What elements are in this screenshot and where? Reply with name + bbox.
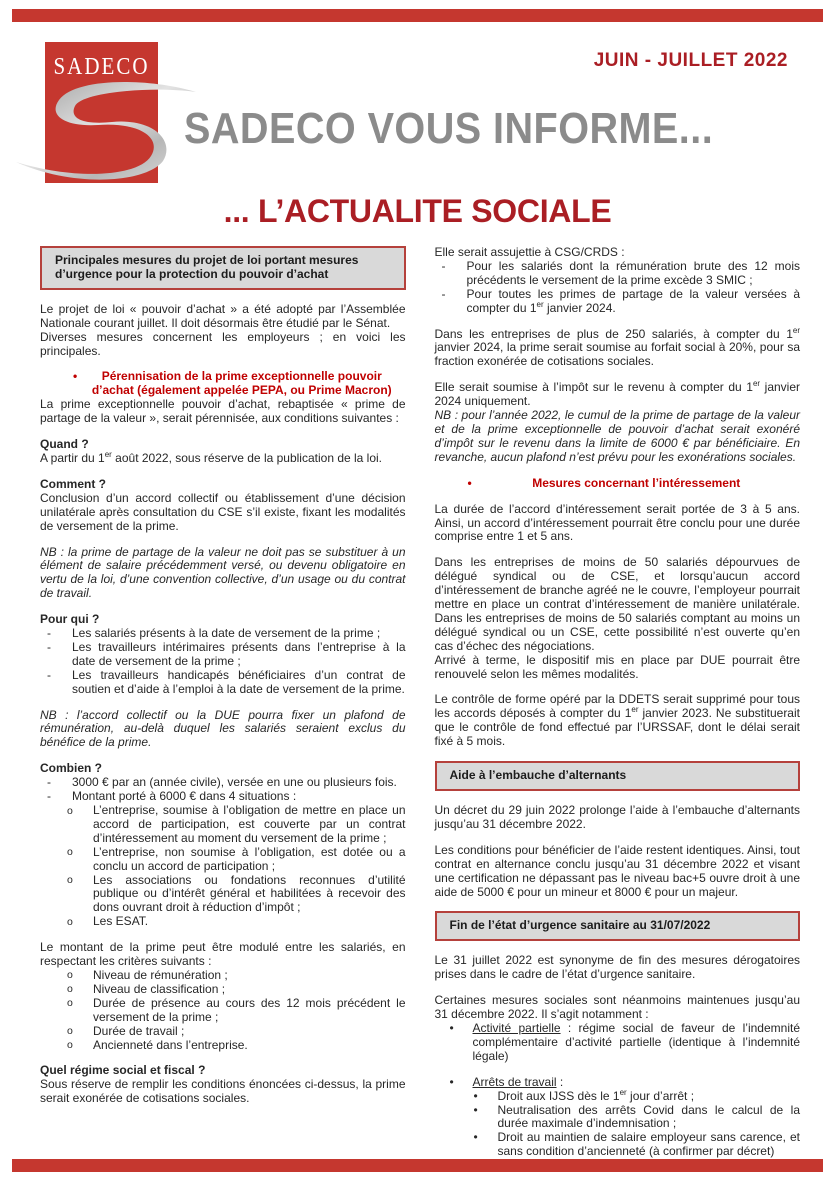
nb-note: NB : pour l’année 2022, le cumul de la prime de partage de la valeur et de la prime exceptionnelle de pouvoir d’achat serait exonéré d’impôt sur le revenu dans la limite de 6000 € par bénéficiaire. En revanche, aucun plafond n’est prévu pour les exonérations sociales. [434, 408, 800, 464]
paragraph: Elle serait soumise à l’impôt sur le revenu à compter du 1er janvier 2024 uniquement. [434, 379, 801, 409]
page-subtitle: ... L’ACTUALITE SOCIALE [223, 193, 612, 229]
paragraph: Le contrôle de forme opéré par la DDETS serait supprimé pour tous les accords déposés à compter du 1er janvier 2023. Ne substituerait que le contrôle de fond effectué par l’URSSAF, dont le délai serait fixé à 5 mois. [434, 692, 800, 749]
paragraph: Dans les entreprises de plus de 250 salariés, à compter du 1er janvier 2024, la prime serait soumise au forfait social à 20%, pour sa fraction exonérée de cotisations sociales. [434, 325, 800, 369]
list-item: o Ancienneté dans l’entreprise. [93, 1039, 406, 1053]
circle-list [40, 804, 406, 929]
question-heading: Combien ? [40, 761, 102, 776]
paragraph: A partir du 1er août 2022, sous réserve de la publication de la loi. [40, 449, 383, 465]
list-item: - Pour toutes les primes de partage de la valeur versées à compter du 1er janvier 2024. [467, 288, 801, 316]
bullet-list [435, 1022, 801, 1064]
list-item: o Niveau de classification ; [93, 983, 406, 997]
dash-list [435, 260, 801, 316]
paragraph: Conclusion d’un accord collectif ou établissement d’une décision unilatérale après consultation du CSE s’il existe, fixant les modalités de versement de la prime. [40, 490, 406, 533]
question-heading: Quand ? [40, 437, 89, 452]
issue-date: JUIN - JUILLET 2022 [593, 50, 788, 71]
dash-list [40, 776, 406, 804]
list-item: o Durée de travail ; [93, 1025, 406, 1039]
right-column [435, 246, 801, 1171]
paragraph: Le projet de loi « pouvoir d’achat » a été adopté par l’Assemblée Nationale courant juillet. Il doit désormais être étudié par le Sénat. [40, 301, 406, 330]
section-header-box: Fin de l’état d’urgence sanitaire au 31/07/2022 [435, 911, 801, 941]
list-item: o L’entreprise, soumise à l’obligation de mettre en place un accord de participation, est couverte par un contrat d’intéressement au moment du versement de la prime ; [93, 804, 406, 846]
bullet-icon: • [467, 475, 472, 490]
logo-wordmark: SADECO [53, 51, 150, 80]
bullet-list [435, 1076, 801, 1159]
paragraph: Certaines mesures sociales sont néanmoins maintenues jusqu’au 31 décembre 2022. Il s’agit notamment : [434, 993, 800, 1022]
list-item: - Les travailleurs intérimaires présents dans l’entreprise à la date de versement de la prime ; [72, 641, 406, 669]
sub-bullet-item: • Droit aux IJSS dès le 1er jour d’arrêt ; [473, 1090, 801, 1104]
circle-list [40, 969, 406, 1052]
content-columns [40, 246, 800, 1171]
paragraph: Elle serait assujettie à CSG/CRDS : [434, 245, 625, 259]
paragraph: Dans les entreprises de moins de 50 salariés dépourvues de délégué syndical ou de CSE, et lorsqu’aucun accord d’intéressement de branche agréé ne le couvre, l’employeur pourrait mettre en place un contrat d’intéressement de manière unilatérale. Dans les entreprises de moins de 50 salariés comptant au moins un délégué syndical ou un CSE, cette possibilité n’est ouverte qu’en cas d’échec des négociations. [434, 555, 800, 653]
question-heading: Comment ? [40, 476, 106, 491]
paragraph: La prime exceptionnelle pouvoir d’achat, rebaptisée « prime de partage de la valeur », serait pérennisée, aux conditions suivantes : [40, 397, 406, 426]
question-heading: Pour qui ? [40, 612, 100, 627]
list-item: o Les ESAT. [93, 915, 406, 929]
paragraph: Un décret du 29 juin 2022 prolonge l’aide à l’embauche d’alternants jusqu’au 31 décembre 2022. [434, 803, 800, 831]
list-item: - Montant porté à 6000 € dans 4 situations : [72, 790, 406, 804]
bullet-item: • Activité partielle : régime social de faveur de l’indemnité complémentaire d’activité partielle (identique à l’indemnité légale) [435, 1022, 801, 1064]
red-bullet-heading: • Mesures concernant l’intéressement [467, 475, 741, 490]
bullet-item: • Arrêts de travail : • Droit aux IJSS dès le 1er jour d’arrêt ; • Neutralisation des arrêts Covid dans le calcul de la durée maximale d’indemnisation ; • Droit au maintien de salaire employeur sans carence, et sans condition d’ancienneté (à confirmer par décret) [435, 1076, 801, 1159]
sadeco-logo [45, 42, 158, 183]
nb-note: NB : la prime de partage de la valeur ne doit pas se substituer à un élément de salaire précédemment versé, ou devenu obligatoire en vertu de la loi, d’une convention collective, d’un usage ou du contrat de travail. [40, 544, 406, 601]
sub-bullet-item: • Neutralisation des arrêts Covid dans le calcul de la durée maximale d’indemnisation ; [473, 1104, 801, 1132]
left-column [40, 246, 406, 1171]
section-header-box: Principales mesures du projet de loi portant mesures d’urgence pour la protection du pouvoir d’achat [40, 246, 406, 290]
list-item: - Pour les salariés dont la rémunération brute des 12 mois précédents le versement de la prime excède 3 SMIC ; [467, 260, 801, 288]
sub-bullet-item: • Droit au maintien de salaire employeur sans carence, et sans condition d’ancienneté (à confirmer par décret) [473, 1131, 801, 1159]
list-item: - Les salariés présents à la date de versement de la prime ; [72, 627, 406, 641]
list-item: - 3000 € par an (année civile), versée en une ou plusieurs fois. [72, 776, 406, 790]
paragraph: Le montant de la prime peut être modulé entre les salariés, en respectant les critères suivants : [40, 940, 406, 969]
list-item: o Niveau de rémunération ; [93, 969, 406, 983]
paragraph: Sous réserve de remplir les conditions énoncées ci-dessus, la prime serait exonérée de cotisations sociales. [40, 1077, 406, 1106]
bullet-icon: • [73, 369, 78, 384]
list-item: o Durée de présence au cours des 12 mois précédent le versement de la prime ; [93, 997, 406, 1025]
top-red-rule [12, 9, 823, 22]
paragraph: Les conditions pour bénéficier de l’aide restent identiques. Ainsi, tout contrat en alternance conclu jusqu’au 31 décembre 2022 et visant une certification ne dépassant pas le niveau bac+5 ouvre droit à une aide de 5000 € pour un mineur et 8000 € pour un majeur. [434, 842, 800, 899]
paragraph: La durée de l’accord d’intéressement serait portée de 3 à 5 ans. Ainsi, un accord d’intéressement pourrait être conclu pour une durée comprise entre 1 et 5 ans. [434, 501, 800, 544]
question-heading: Quel régime social et fiscal ? [40, 1063, 206, 1078]
paragraph: Arrivé à terme, le dispositif mis en place par DUE pourrait être renouvelé selon les mêmes modalités. [434, 652, 800, 681]
section-header-box: Aide à l’embauche d’alternants [435, 761, 801, 791]
page-title: SADECO VOUS INFORME... [184, 104, 714, 153]
list-item: o L’entreprise, non soumise à l’obligation, est dotée ou a conclu un accord de participation ; [93, 846, 406, 874]
list-item: o Les associations ou fondations reconnues d’utilité publique ou d’intérêt général et habilitées à recevoir des dons ouvrant droit à réduction d’impôt ; [93, 874, 406, 916]
nb-note: NB : l’accord collectif ou la DUE pourra fixer un plafond de rémunération, au-delà duquel les salariés seraient exclus du bénéfice de la prime. [40, 707, 406, 750]
paragraph: Le 31 juillet 2022 est synonyme de fin des mesures dérogatoires prises dans le cadre de l’état d’urgence sanitaire. [434, 953, 800, 982]
red-bullet-heading: • Pérennisation de la prime exceptionnelle pouvoir d’achat (également appelée PEPA, ou Prime Macron) [73, 369, 392, 398]
logo-s-swoosh-icon [12, 82, 197, 187]
bottom-red-rule [12, 1159, 823, 1172]
dash-list [40, 627, 406, 697]
list-item: - Les travailleurs handicapés bénéficiaires d’un contrat de soutien et d’aide à l’emploi à la date de versement de la prime. [72, 669, 406, 697]
paragraph: Diverses mesures concernent les employeurs ; en voici les principales. [40, 329, 406, 358]
